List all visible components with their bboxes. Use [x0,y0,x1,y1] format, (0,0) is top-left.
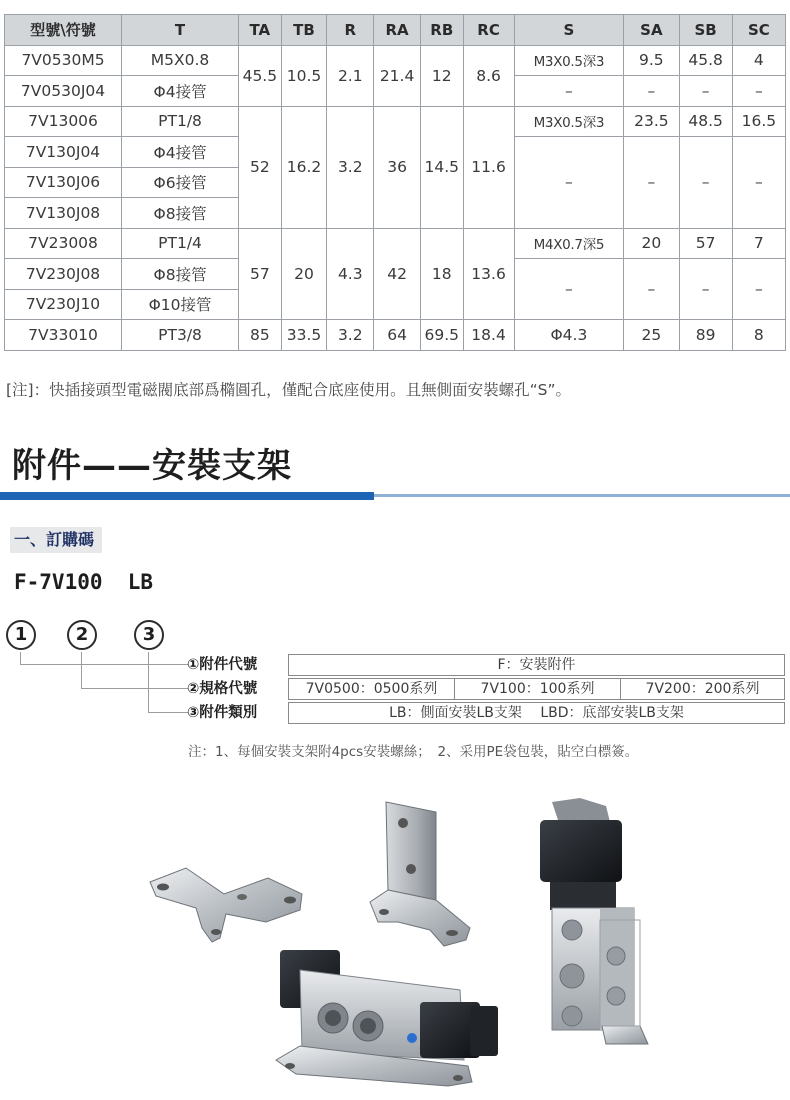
sb-cell: – [679,259,732,320]
s-cell: M3X0.5深3 [514,106,624,137]
sc-cell: 16.5 [732,106,785,137]
product-illustration [0,770,790,1100]
header-tb: TB [281,15,327,46]
order-code-row-accessory [187,654,787,676]
table-row [5,106,786,137]
sb-cell: 45.8 [679,45,732,76]
order-code-cell: LB：側面安裝LB支架 LBD：底部安裝LB支架 [288,702,785,724]
sub-heading: 一、訂購碼 [10,527,102,553]
circle-number-3: 3 [134,620,164,650]
t-cell: Φ4接管 [122,76,239,107]
rb-cell: 69.5 [420,320,463,351]
sa-cell: 23.5 [624,106,679,137]
header-s: S [514,15,624,46]
sc-cell: – [732,76,785,107]
order-code-cell: F：安裝附件 [288,654,785,676]
model-cell: 7V130J08 [5,198,122,229]
tb-cell: 16.2 [281,106,327,228]
ra-cell: 64 [374,320,421,351]
sc-cell: 8 [732,320,785,351]
header-ra: RA [374,15,421,46]
model-cell: 7V230J10 [5,289,122,320]
table-footnote: [注]：快插接頭型電磁閥底部爲橢圓孔，僅配合底座使用。且無側面安裝螺孔“S”。 [6,381,571,399]
rc-cell: 8.6 [463,45,514,106]
ta-cell: 52 [239,106,282,228]
sa-cell: – [624,76,679,107]
s-cell: – [514,259,624,320]
header-sb: SB [679,15,732,46]
ra-cell: 42 [374,228,421,320]
sa-cell: – [624,259,679,320]
sa-cell: – [624,137,679,229]
ta-cell: 57 [239,228,282,320]
sb-cell: – [679,137,732,229]
model-cell: 7V0530J04 [5,76,122,107]
connector-line-3 [148,652,188,713]
side-mount-lb-bracket-image [370,802,470,946]
order-code-label: ③附件類別 [187,705,258,721]
table-row [5,320,786,351]
order-code-row-type [187,702,787,724]
order-code-cell: 7V200：200系列 [620,678,785,700]
r-cell: 3.2 [327,106,374,228]
sa-cell: 9.5 [624,45,679,76]
ta-cell: 45.5 [239,45,282,106]
t-cell: PT1/4 [122,228,239,259]
order-code-row-spec [187,678,787,700]
rb-cell: 12 [420,45,463,106]
rb-cell: 18 [420,228,463,320]
order-code-example: F-7V100 LB [14,570,154,594]
model-cell: 7V230J08 [5,259,122,290]
valve-with-side-bracket-image [540,798,648,1044]
sb-cell: 48.5 [679,106,732,137]
table-row [5,45,786,76]
header-rb: RB [420,15,463,46]
s-cell: – [514,76,624,107]
sb-cell: – [679,76,732,107]
circle-number-2: 2 [67,620,97,650]
s-cell: M4X0.7深5 [514,228,624,259]
model-cell: 7V130J04 [5,137,122,168]
t-cell: PT1/8 [122,106,239,137]
sc-cell: 4 [732,45,785,76]
r-cell: 3.2 [327,320,374,351]
r-cell: 4.3 [327,228,374,320]
sc-cell: – [732,137,785,229]
order-code-note: 注：1、每個安裝支架附4pcs安裝螺絲； 2、采用PE袋包裝，貼空白標簽。 [188,744,639,760]
header-sc: SC [732,15,785,46]
t-cell: Φ4接管 [122,137,239,168]
model-cell: 7V13006 [5,106,122,137]
sb-cell: 57 [679,228,732,259]
header-model: 型號\符號 [5,15,122,46]
s-cell: Φ4.3 [514,320,624,351]
r-cell: 2.1 [327,45,374,106]
t-cell: Φ8接管 [122,198,239,229]
header-sa: SA [624,15,679,46]
rc-cell: 11.6 [463,106,514,228]
rb-cell: 14.5 [420,106,463,228]
circle-number-1: 1 [6,620,36,650]
t-cell: Φ8接管 [122,259,239,290]
valve-with-bottom-bracket-image [276,950,498,1086]
sc-cell: – [732,259,785,320]
spec-table [4,14,786,351]
t-cell: PT3/8 [122,320,239,351]
model-cell: 7V130J06 [5,167,122,198]
header-rc: RC [463,15,514,46]
header-r: R [327,15,374,46]
table-row [5,228,786,259]
t-cell: Φ10接管 [122,289,239,320]
rc-cell: 13.6 [463,228,514,320]
rc-cell: 18.4 [463,320,514,351]
ra-cell: 21.4 [374,45,421,106]
sb-cell: 89 [679,320,732,351]
order-code-cell: 7V0500：0500系列 [288,678,455,700]
sa-cell: 20 [624,228,679,259]
sc-cell: 7 [732,228,785,259]
tb-cell: 10.5 [281,45,327,106]
header-t: T [122,15,239,46]
s-cell: – [514,137,624,229]
tb-cell: 20 [281,228,327,320]
sa-cell: 25 [624,320,679,351]
model-cell: 7V0530M5 [5,45,122,76]
tb-cell: 33.5 [281,320,327,351]
bottom-mount-bracket-image [150,868,302,942]
s-cell: M3X0.5深3 [514,45,624,76]
order-code-cell: 7V100：100系列 [454,678,621,700]
order-code-label: ②規格代號 [187,681,258,697]
t-cell: M5X0.8 [122,45,239,76]
order-code-label: ①附件代號 [187,657,258,673]
divider-accent [0,492,374,500]
model-cell: 7V33010 [5,320,122,351]
spec-header-row [5,15,786,46]
ta-cell: 85 [239,320,282,351]
model-cell: 7V23008 [5,228,122,259]
ra-cell: 36 [374,106,421,228]
t-cell: Φ6接管 [122,167,239,198]
section-title: 附件——安裝支架 [12,446,292,486]
header-ta: TA [239,15,282,46]
